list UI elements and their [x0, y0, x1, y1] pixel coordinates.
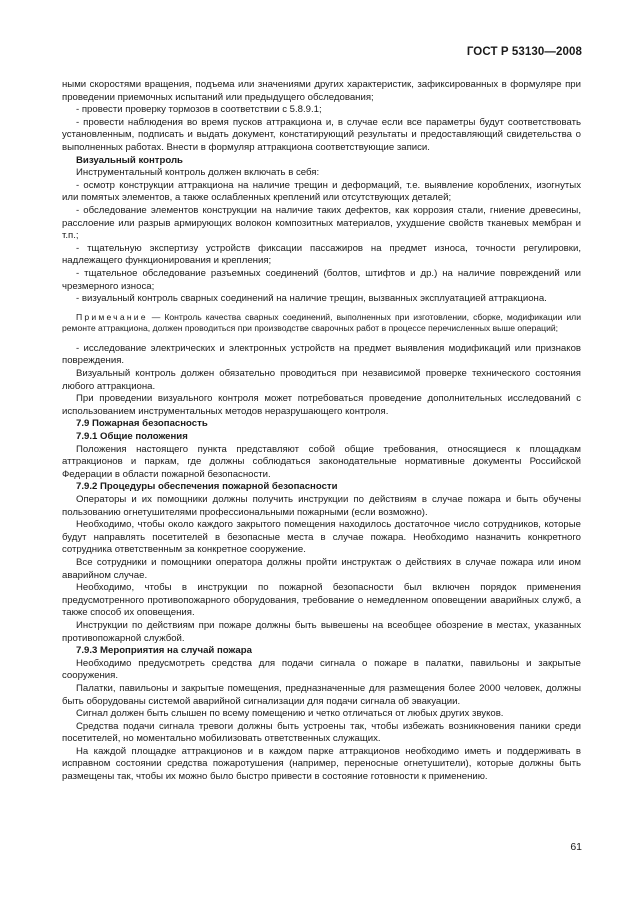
- text-paragraph: Средства подачи сигнала тревоги должны быть устроены так, чтобы избежать возникновения паники среди посетителей, но моментально мобилизовать ответственных служащих.: [62, 720, 581, 745]
- subsection-heading: 7.9.3 Мероприятия на случай пожара: [76, 645, 252, 657]
- text-paragraph: Необходимо предусмотреть средства для подачи сигнала о пожаре в палатки, павильоны и закрытые сооружения.: [62, 657, 581, 682]
- text-paragraph: - тщательное обследование разъемных соединений (болтов, штифтов и др.) на наличие повреждений или чрезмерного износа;: [62, 267, 581, 292]
- text-paragraph: Сигнал должен быть слышен по всему помещению и четко отличаться от любых других звуков.: [76, 708, 504, 720]
- text-paragraph: Необходимо, чтобы около каждого закрытого помещения находилось достаточное число сотрудников, которые будут направлять посетителей в безопасные места в случае пожара. Необходимо назначить конкретного сотрудника ответственным за конкретное сооружение.: [62, 519, 581, 556]
- text-paragraph: При проведении визуального контроля может потребоваться проведение дополнительных исследований с использованием инструментальных методов неразрушающего контроля.: [62, 393, 581, 417]
- text-paragraph: Операторы и их помощники должны получить инструкции по действиям в случае пожара и быть обучены пользованию огнетушителями профессиональными пожарными (если возможно).: [62, 494, 581, 518]
- text-paragraph: Все сотрудники и помощники оператора должны пройти инструктаж о действиях в случае пожара или ином аварийном случае.: [62, 556, 581, 581]
- subsection-heading: 7.9.1 Общие положения: [76, 431, 188, 443]
- text-paragraph: Инструментальный контроль должен включать в себя:: [76, 167, 320, 179]
- text-paragraph: - тщательную экспертизу устройств фиксации пассажиров на предмет износа, точности регулировки, надлежащего функционирования и крепления;: [62, 242, 581, 267]
- section-heading: Визуальный контроль: [76, 154, 183, 166]
- page-body: [62, 79, 581, 784]
- section-heading: 7.9 Пожарная безопасность: [76, 418, 208, 430]
- text-paragraph: - обследование элементов конструкции на наличие таких дефектов, как коррозия стали, гниение древесины, расслоение или разрыв армирующих волокон композитных материалов, ухудшение свойств тканевых мембран и т.п.;: [62, 204, 581, 242]
- text-paragraph: Положения настоящего пункта представляют собой общие требования, относящиеся к площадкам аттракционов и паркам, где должны соблюдаться законодательные нормативные документы Российской Федерации в области пожарной безопасности.: [62, 443, 581, 480]
- text-paragraph: - визуальный контроль сварных соединений на наличие трещин, вызванных эксплуатацией аттракциона.: [76, 293, 547, 305]
- text-paragraph: Необходимо, чтобы в инструкции по пожарной безопасности был включен порядок применения предусмотренного противопожарного оборудования, требование о немедленном оповещении аварийных служб, а также способ их оповещения.: [62, 582, 581, 619]
- text-paragraph: Инструкции по действиям при пожаре должны быть вывешены на всеобщее обозрение в местах, указанных противопожарной службой.: [62, 619, 581, 644]
- text-paragraph: - осмотр конструкции аттракциона на наличие трещин и деформаций, т.е. выявление короблених, изогнутых или помятых элементов, а также ослабленных креплений или отсутствующих деталей;: [62, 179, 581, 204]
- note-paragraph: [62, 312, 581, 335]
- text-paragraph: Визуальный контроль должен обязательно проводиться при независимой проверке технического состояния любого аттракциона.: [62, 368, 581, 392]
- note-label: Примечание: [76, 311, 148, 322]
- document-code-header: ГОСТ Р 53130—2008: [466, 46, 582, 58]
- note-text: — Контроль качества сварных соединений, выполненных при изготовлении, сборке, модификации или ремонте аттракциона, должен проводиться при производстве сварочных работ в процессе перечисленных выше операций;: [62, 311, 581, 334]
- subsection-heading: 7.9.2 Процедуры обеспечения пожарной безопасности: [76, 481, 338, 493]
- text-paragraph: - провести наблюдения во время пусков аттракциона и, в случае если все параметры будут соответствовать установленным, подписать и выдать документ, констатирующий результаты и предоставляющий свидетельства о выполненных работах. Внести в формуляр аттракциона соответствующие записи.: [62, 116, 581, 153]
- text-paragraph: На каждой площадке аттракционов и в каждом парке аттракционов необходимо иметь и поддерживать в исправном состоянии средства пожаротушения (например, переносные огнетушители), которые должны быть размещены так, чтобы их можно было быстро привести в состояние готовности к применению.: [62, 745, 581, 783]
- text-paragraph: - провести проверку тормозов в соответствии с 5.8.9.1;: [76, 104, 322, 116]
- page-number: 61: [570, 841, 582, 853]
- text-paragraph: Палатки, павильоны и закрытые помещения, предназначенные для размещения более 2000 человек, должны быть оборудованы системой аварийной сигнализации для подачи сигнала об эвакуации.: [62, 682, 581, 707]
- text-paragraph: - исследование электрических и электронных устройств на предмет выявления модификаций или признаков повреждения.: [62, 342, 581, 367]
- text-paragraph: ными скоростями вращения, подъема или значениями других характеристик, зафиксированных в формуляре при проведении приемочных испытаний или предыдущего обследования;: [62, 79, 581, 103]
